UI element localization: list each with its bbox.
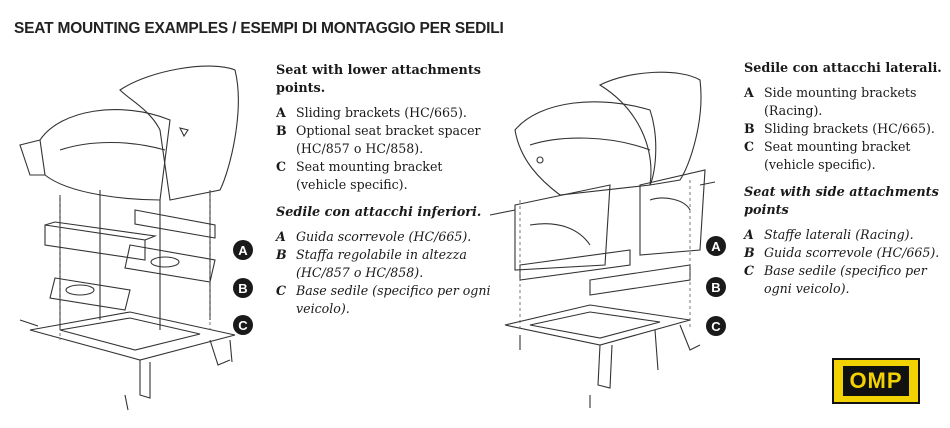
side-attachments-text bbox=[744, 60, 944, 298]
list-item: C Seat mounting bracket (vehicle specific). bbox=[276, 159, 443, 192]
page-title: SEAT MOUNTING EXAMPLES / ESEMPI DI MONTAGGIO PER SEDILI bbox=[14, 20, 504, 37]
lower-attachments-text bbox=[276, 62, 496, 318]
lower-it-heading: Sedile con attacchi inferiori. bbox=[276, 205, 482, 220]
list-item: A Sliding brackets (HC/665). bbox=[276, 105, 467, 120]
list-item: B Guida scorrevole (HC/665). bbox=[744, 245, 940, 260]
label-badge-a-right: A bbox=[706, 236, 726, 256]
label-badge-c-left: C bbox=[233, 315, 253, 335]
right-seat-drawing bbox=[490, 72, 715, 408]
label-badge-c-right: C bbox=[706, 316, 726, 336]
list-item: A Guida scorrevole (HC/665). bbox=[276, 229, 472, 244]
list-item: B Staffa regolabile in altezza (HC/857 o HC/858). bbox=[276, 247, 467, 280]
label-badge-b-left: B bbox=[233, 278, 253, 298]
list-item: C Base sedile (specifico per ogni veicolo). bbox=[276, 283, 491, 316]
list-item: B Optional seat bracket spacer (HC/857 o HC/858). bbox=[276, 123, 481, 156]
list-item: A Side mounting brackets (Racing). bbox=[744, 85, 917, 118]
list-item: A Staffe laterali (Racing). bbox=[744, 227, 914, 242]
list-item: C Seat mounting bracket (vehicle specific). bbox=[744, 139, 911, 172]
list-item: B Sliding brackets (HC/665). bbox=[744, 121, 935, 136]
side-it-heading: Sedile con attacchi laterali. bbox=[744, 61, 942, 76]
omp-logo-text: OMP bbox=[843, 366, 908, 396]
omp-logo bbox=[832, 358, 920, 404]
label-badge-b-right: B bbox=[706, 277, 726, 297]
side-en-heading: Seat with side attachments points bbox=[744, 185, 939, 218]
lower-en-heading: Seat with lower attachments points. bbox=[276, 63, 481, 96]
list-item: C Base sedile (specifico per ogni veicolo). bbox=[744, 263, 927, 296]
left-seat-drawing bbox=[20, 66, 238, 410]
label-badge-a-left: A bbox=[233, 240, 253, 260]
